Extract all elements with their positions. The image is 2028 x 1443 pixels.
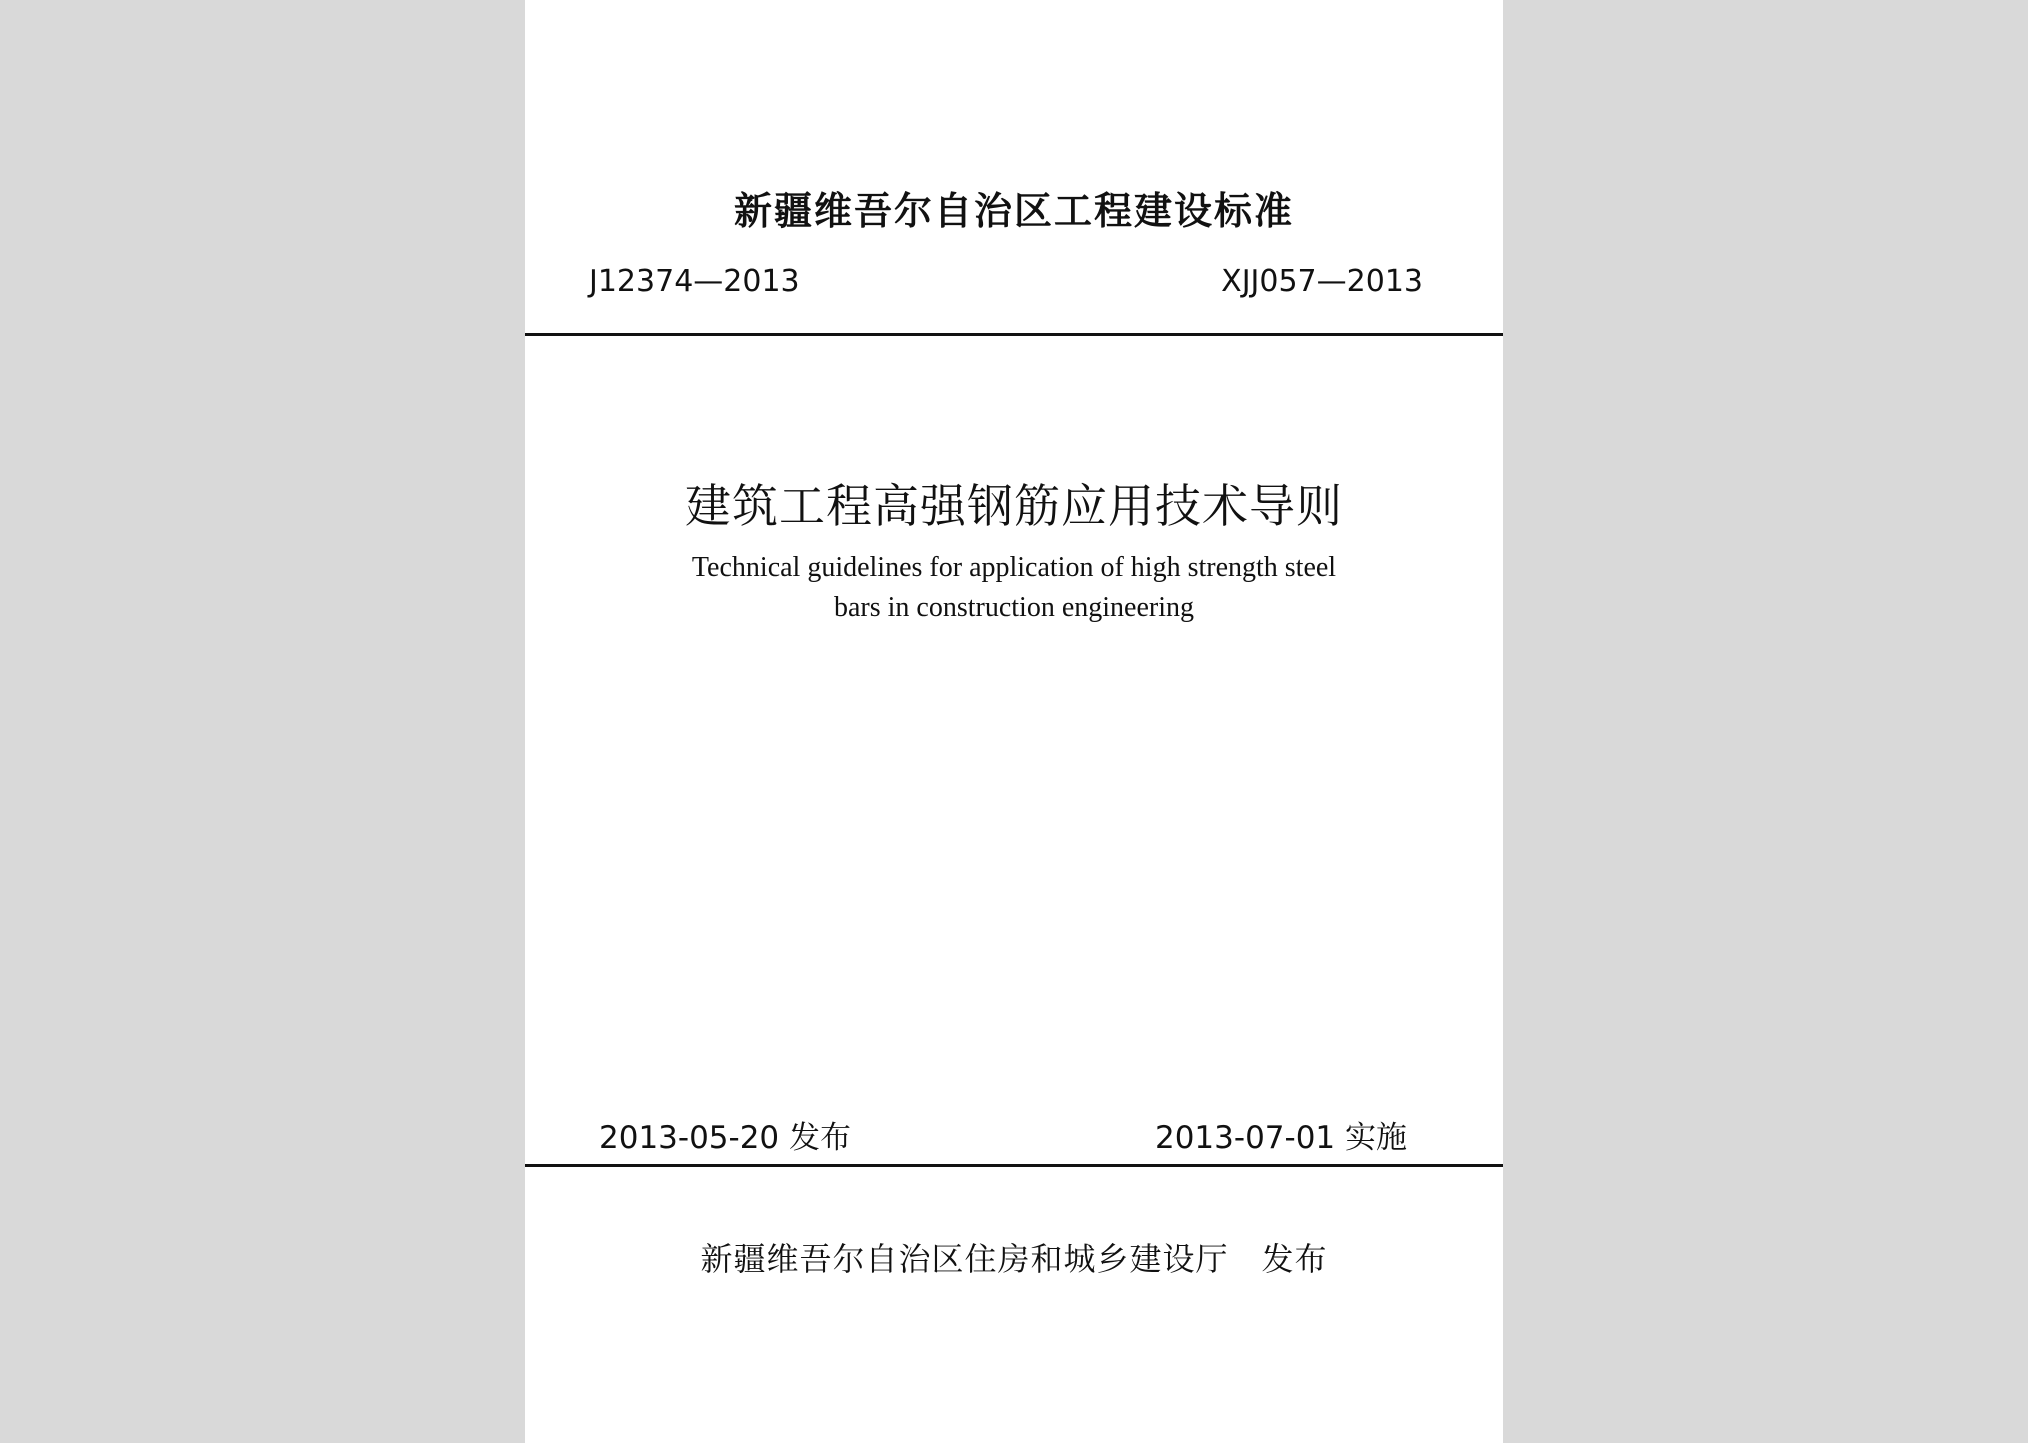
subtitle-line-1: Technical guidelines for application of high strength steel [691,552,1337,583]
document-page [525,0,1503,1443]
publisher: 新疆维吾尔自治区住房和城乡建设厅 发布 [700,1240,1328,1278]
record-number: J12374—2013 [589,264,800,299]
org-title: 新疆维吾尔自治区工程建设标准 [733,189,1294,233]
issue-date: 2013-05-20 发布 [599,1120,852,1156]
subtitle-line-2: bars in construction engineering [833,592,1194,623]
top-divider [525,333,1503,336]
bottom-divider [525,1164,1503,1167]
standard-number: XJJ057—2013 [1221,264,1423,299]
document-subtitle-en [525,548,1503,628]
effective-date: 2013-07-01 实施 [1154,1120,1407,1156]
document-title: 建筑工程高强钢筋应用技术导则 [685,479,1343,533]
